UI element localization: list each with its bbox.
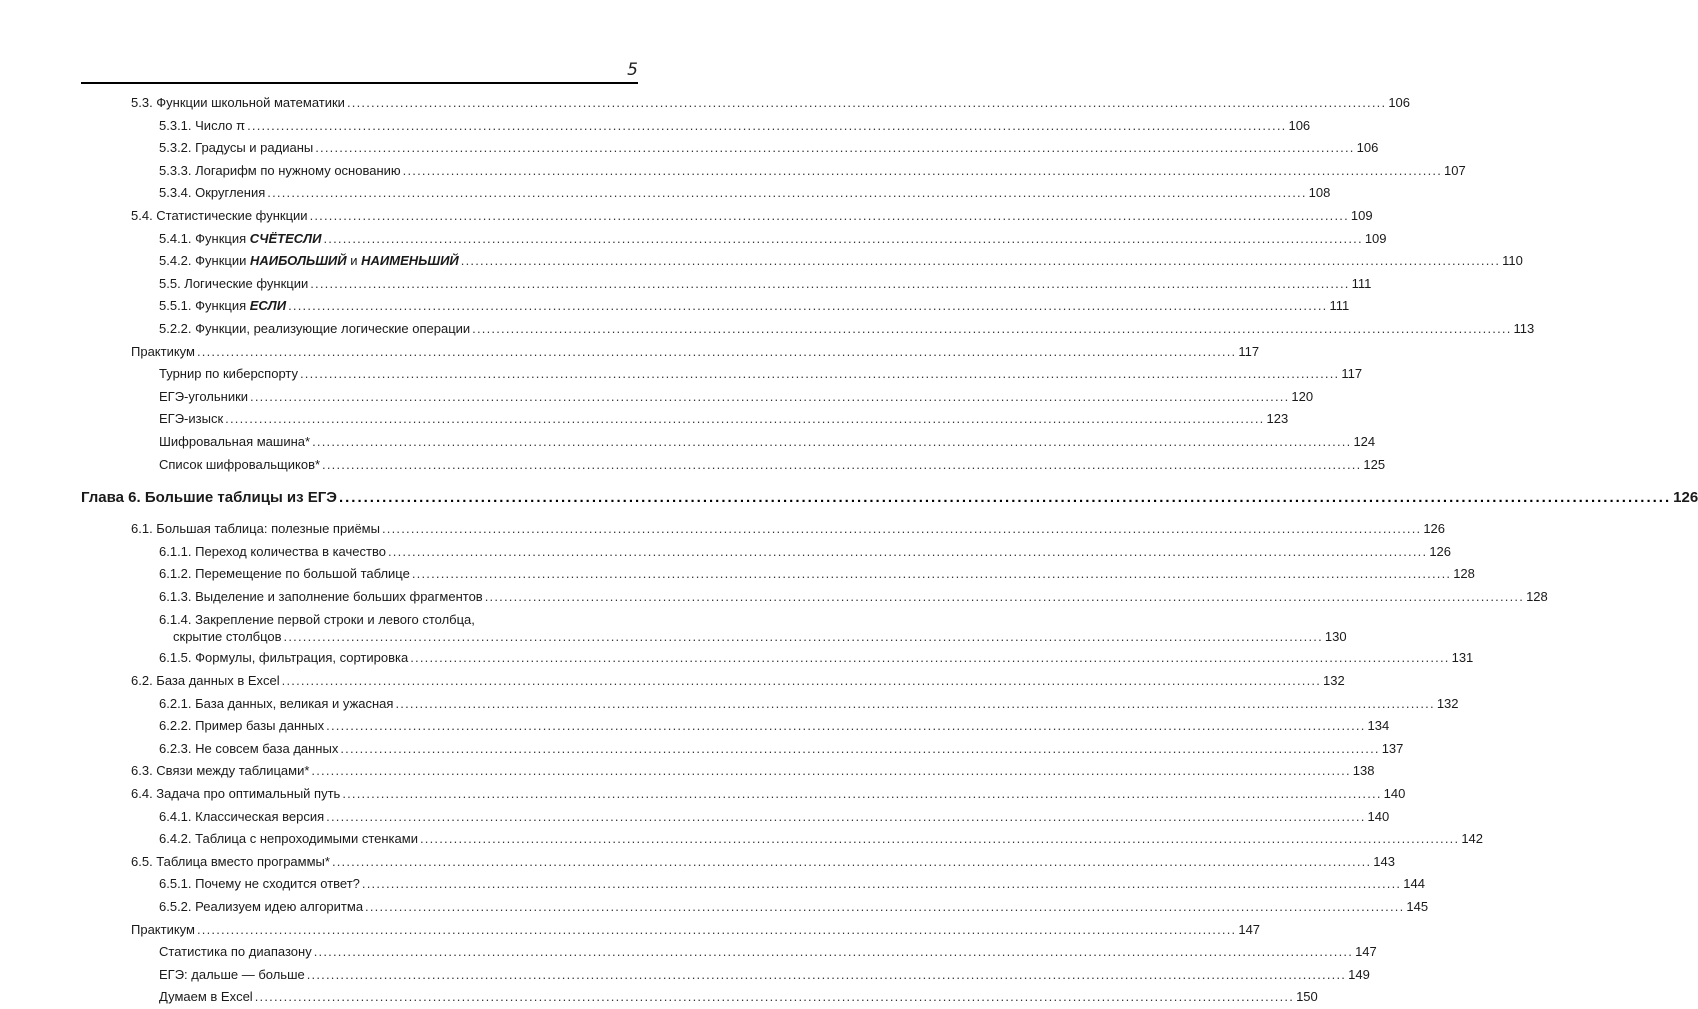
- toc-entry[interactable]: [0, 341, 1260, 364]
- entry-title: 6.5.2. Реализуем идею алгоритма: [159, 899, 364, 914]
- toc-entry[interactable]: [0, 608, 1347, 647]
- dot-leader: [288, 295, 1327, 318]
- toc-entry[interactable]: [0, 408, 1289, 431]
- toc-entry[interactable]: [0, 783, 1406, 806]
- toc-page-number: 130: [1324, 629, 1347, 645]
- toc-entry-label: [159, 160, 401, 183]
- toc-entry-label: [131, 670, 280, 693]
- toc-page-number: 117: [1341, 366, 1363, 382]
- chapter-heading[interactable]: [0, 478, 1698, 518]
- toc-entry-label: [159, 454, 320, 477]
- toc-page-number: 138: [1352, 763, 1375, 779]
- entry-continuation: скрытие столбцов: [173, 629, 282, 645]
- dot-leader: [225, 408, 1264, 431]
- entry-title: ЕГЭ-угольники: [159, 388, 249, 404]
- toc-page-number: 128: [1526, 588, 1548, 604]
- entry-title: 5.4. Статистические функции: [131, 207, 308, 223]
- toc-entry[interactable]: [0, 363, 1363, 386]
- toc-entry[interactable]: [0, 670, 1345, 693]
- dot-leader: [326, 715, 1365, 738]
- toc-page-number: 125: [1363, 456, 1386, 472]
- entry-title: 5.3.3. Логарифм по нужному основанию: [159, 162, 401, 178]
- toc-entry[interactable]: [0, 693, 1459, 716]
- header-rule: [81, 82, 638, 84]
- dot-leader: [255, 986, 1294, 1009]
- toc-entry[interactable]: [0, 205, 1373, 228]
- entry-title: 6.1. Большая таблица: полезные приёмы: [131, 521, 380, 537]
- toc-entry[interactable]: [0, 851, 1395, 874]
- toc-entry[interactable]: [0, 586, 1548, 609]
- toc-entry-label: [159, 250, 459, 273]
- entry-title: 6.2.2. Пример базы данных: [159, 718, 325, 734]
- table-of-contents: [0, 92, 1698, 1009]
- toc-entry[interactable]: [0, 518, 1446, 541]
- toc-entry[interactable]: [0, 647, 1474, 670]
- entry-title: 6.4.1. Классическая версия: [159, 808, 325, 824]
- toc-page-number: 124: [1353, 433, 1376, 449]
- toc-page-number: 150: [1296, 989, 1318, 1005]
- toc-page-number: 109: [1350, 207, 1373, 223]
- page-number: 5: [627, 60, 638, 80]
- toc-entry[interactable]: [0, 431, 1376, 454]
- toc-page-number: 106: [1388, 95, 1411, 110]
- toc-entry[interactable]: [0, 738, 1404, 761]
- entry-title: 5.3.1. Число π: [159, 117, 246, 133]
- dot-leader: [307, 964, 1346, 987]
- entry-title: 5.4.2. Функции: [159, 253, 250, 269]
- toc-page-number: 109: [1364, 230, 1387, 246]
- dot-leader: [365, 896, 1404, 919]
- toc-entry-label: [159, 715, 324, 738]
- entry-title: 6.5.1. Почему не сходится ответ?: [159, 876, 360, 892]
- toc-page-number: 149: [1348, 966, 1370, 982]
- entry-title: 6.1.5. Формулы, фильтрация, сортировка: [159, 650, 409, 666]
- toc-entry-label: [131, 851, 330, 874]
- entry-title: 6.1.2. Перемещение по большой таблице: [159, 566, 410, 582]
- toc-entry[interactable]: [0, 563, 1475, 586]
- toc-entry-label: [159, 228, 321, 251]
- dot-leader: [332, 851, 1371, 874]
- toc-entry[interactable]: [0, 137, 1379, 160]
- dot-leader: [461, 250, 1500, 273]
- entry-title: Практикум: [131, 921, 195, 937]
- toc-entry-label: [159, 896, 363, 919]
- dot-leader: [326, 806, 1365, 829]
- entry-title: Статистика по диапазону: [159, 944, 312, 960]
- toc-entry-label: [159, 586, 483, 609]
- toc-entry-label: [159, 182, 265, 205]
- entry-title: 5.5.1. Функция: [159, 298, 250, 314]
- entry-title: 6.2.1. База данных, великая и ужасная: [159, 695, 394, 711]
- toc-page-number: 142: [1461, 831, 1484, 847]
- dot-leader: [388, 541, 1427, 564]
- toc-entry-label: [131, 341, 195, 364]
- toc-entry[interactable]: [0, 964, 1370, 987]
- toc-page-number: 120: [1291, 388, 1314, 404]
- function-name: СЧЁТЕСЛИ: [249, 230, 322, 246]
- dot-leader: [311, 760, 1350, 783]
- dot-leader: [284, 628, 1323, 645]
- dot-leader: [342, 783, 1381, 806]
- toc-page-number: 126: [1423, 521, 1446, 537]
- entry-title: 6.2.3. Не совсем база данных: [159, 740, 339, 756]
- toc-page-number: 145: [1406, 899, 1429, 914]
- toc-entry-label: [159, 431, 310, 454]
- toc-entry[interactable]: [0, 92, 1411, 115]
- toc-entry-label: [159, 611, 1347, 628]
- dot-leader: [323, 228, 1362, 251]
- toc-page-number: 128: [1453, 566, 1475, 582]
- toc-page-number: 132: [1436, 695, 1459, 711]
- dot-leader: [420, 828, 1459, 851]
- toc-entry-label: [159, 363, 298, 386]
- toc-page-number: 123: [1266, 411, 1289, 427]
- toc-entry[interactable]: [0, 454, 1386, 477]
- entry-title: Список шифровальщиков*: [159, 456, 321, 472]
- toc-entry[interactable]: [0, 986, 1318, 1009]
- entry-title: 6.4.2. Таблица с непроходимыми стенками: [159, 831, 418, 847]
- toc-page-number: 140: [1383, 786, 1406, 802]
- function-name: НАИБОЛЬШИЙ: [249, 253, 347, 269]
- entry-title: 6.4. Задача про оптимальный путь: [131, 786, 341, 802]
- entry-title: 6.2. База данных в Excel: [131, 673, 280, 689]
- dot-leader: [247, 115, 1286, 138]
- toc-entry-label: [159, 318, 470, 341]
- toc-page-number: 126: [1429, 543, 1452, 559]
- toc-page-number: 140: [1367, 808, 1390, 824]
- toc-entry-label: [131, 919, 195, 942]
- entry-title: 6.1.1. Переход количества в качество: [159, 543, 386, 559]
- toc-entry[interactable]: [0, 715, 1390, 738]
- toc-entry[interactable]: [0, 806, 1390, 829]
- toc-entry[interactable]: [0, 250, 1523, 273]
- dot-leader: [347, 92, 1386, 115]
- toc-entry[interactable]: [0, 295, 1350, 318]
- dot-leader: [300, 363, 1339, 386]
- toc-page-number: 147: [1238, 921, 1261, 937]
- toc-entry-label: [159, 137, 313, 160]
- dot-leader: [382, 518, 1421, 541]
- toc-entry-label: [159, 386, 248, 409]
- toc-entry-label: [159, 806, 324, 829]
- function-name: НАИМЕНЬШИЙ: [361, 253, 459, 269]
- chapter-page-number: 126: [1673, 489, 1698, 507]
- toc-entry[interactable]: [0, 941, 1377, 964]
- dot-leader: [410, 647, 1449, 670]
- toc-entry[interactable]: [0, 115, 1311, 138]
- toc-entry[interactable]: [0, 318, 1535, 341]
- entry-title: 6.1.3. Выделение и заполнение больших фрагментов: [159, 588, 483, 604]
- entry-title: 6.3. Связи между таблицами*: [131, 763, 310, 779]
- toc-entry[interactable]: [0, 896, 1429, 919]
- toc-page-number: 107: [1444, 162, 1466, 178]
- toc-entry[interactable]: [0, 273, 1372, 296]
- dot-leader: [314, 941, 1353, 964]
- dot-leader: [362, 873, 1401, 896]
- dot-leader: [197, 919, 1236, 942]
- toc-entry-label: [159, 563, 410, 586]
- dot-leader: [339, 478, 1671, 518]
- toc-entry[interactable]: [0, 873, 1425, 896]
- toc-page-number: 106: [1356, 140, 1379, 156]
- dot-leader: [472, 318, 1511, 341]
- entry-conjunction: и: [346, 253, 362, 269]
- entry-title: 6.5. Таблица вместо программы*: [131, 853, 330, 869]
- toc-entry-label: [131, 783, 340, 806]
- toc-entry-label: [159, 738, 338, 761]
- entry-title: Практикум: [131, 343, 195, 359]
- entry-title: 5.3.2. Градусы и радианы: [159, 140, 314, 156]
- entry-title: 6.1.4. Закрепление первой строки и левого столбца,: [159, 612, 475, 628]
- toc-page-number: 111: [1351, 275, 1372, 291]
- dot-leader: [403, 160, 1442, 183]
- dot-leader: [267, 182, 1306, 205]
- dot-leader: [310, 273, 1349, 296]
- function-name: ЕСЛИ: [249, 298, 287, 314]
- toc-entry-label: [131, 205, 308, 228]
- entry-title: 5.4.1. Функция: [159, 230, 250, 246]
- toc-page-number: 110: [1502, 253, 1523, 269]
- toc-entry-label: [159, 873, 360, 896]
- toc-entry-label: [159, 295, 286, 318]
- toc-entry[interactable]: [0, 760, 1375, 783]
- entry-title: Турнир по киберспорту: [159, 366, 298, 382]
- toc-page-number: 132: [1323, 673, 1345, 689]
- toc-entry-label: [159, 986, 253, 1009]
- toc-page-number: 143: [1373, 853, 1395, 869]
- toc-page-number: 111: [1329, 298, 1350, 314]
- toc-page-number: 144: [1403, 876, 1425, 892]
- dot-leader: [197, 341, 1236, 364]
- dot-leader: [315, 137, 1354, 160]
- toc-entry-label: [159, 828, 418, 851]
- toc-entry-label: [159, 115, 245, 138]
- entry-title: ЕГЭ-изыск: [159, 411, 224, 427]
- toc-entry[interactable]: [0, 228, 1387, 251]
- toc-entry[interactable]: [0, 541, 1452, 564]
- toc-entry-label: [159, 964, 305, 987]
- dot-leader: [322, 454, 1361, 477]
- entry-title: Шифровальная машина*: [159, 433, 311, 449]
- entry-title: ЕГЭ: дальше — больше: [159, 966, 305, 982]
- toc-entry-label: [131, 760, 309, 783]
- entry-title: 5.3.4. Округления: [159, 185, 266, 201]
- toc-entry-label: [131, 518, 380, 541]
- dot-leader: [282, 670, 1321, 693]
- toc-page-number: 108: [1308, 185, 1331, 201]
- toc-entry-label: [159, 273, 308, 296]
- toc-page-number: 106: [1288, 117, 1311, 133]
- toc-entry[interactable]: [0, 182, 1331, 205]
- dot-leader: [312, 431, 1351, 454]
- dot-leader: [250, 386, 1289, 409]
- toc-entry[interactable]: [0, 919, 1261, 942]
- entry-title: Думаем в Excel: [159, 989, 253, 1005]
- dot-leader: [395, 693, 1434, 716]
- toc-entry-label: [159, 941, 312, 964]
- toc-entry[interactable]: [0, 160, 1466, 183]
- toc-entry-label: [159, 693, 393, 716]
- toc-page-number: 131: [1451, 650, 1474, 666]
- toc-page-number: 137: [1381, 740, 1404, 756]
- dot-leader: [485, 586, 1524, 609]
- entry-title: 5.5. Логические функции: [159, 275, 309, 291]
- toc-page-number: 147: [1355, 944, 1377, 960]
- toc-entry-label: [131, 92, 345, 115]
- toc-page-number: 134: [1367, 718, 1390, 734]
- toc-entry-label: [159, 541, 386, 564]
- dot-leader: [412, 563, 1451, 586]
- toc-page-number: 117: [1238, 343, 1260, 359]
- toc-page-number: 113: [1513, 320, 1535, 336]
- toc-entry-label: [159, 647, 408, 670]
- dot-leader: [340, 738, 1379, 761]
- toc-entry[interactable]: [0, 386, 1314, 409]
- toc-entry-label: [159, 408, 223, 431]
- entry-title: 5.2.2. Функции, реализующие логические операции: [159, 320, 471, 336]
- entry-title: 5.3. Функции школьной математики: [131, 95, 345, 110]
- toc-entry[interactable]: [0, 828, 1484, 851]
- dot-leader: [310, 205, 1349, 228]
- chapter-title: Глава 6. Большие таблицы из ЕГЭ: [81, 489, 337, 507]
